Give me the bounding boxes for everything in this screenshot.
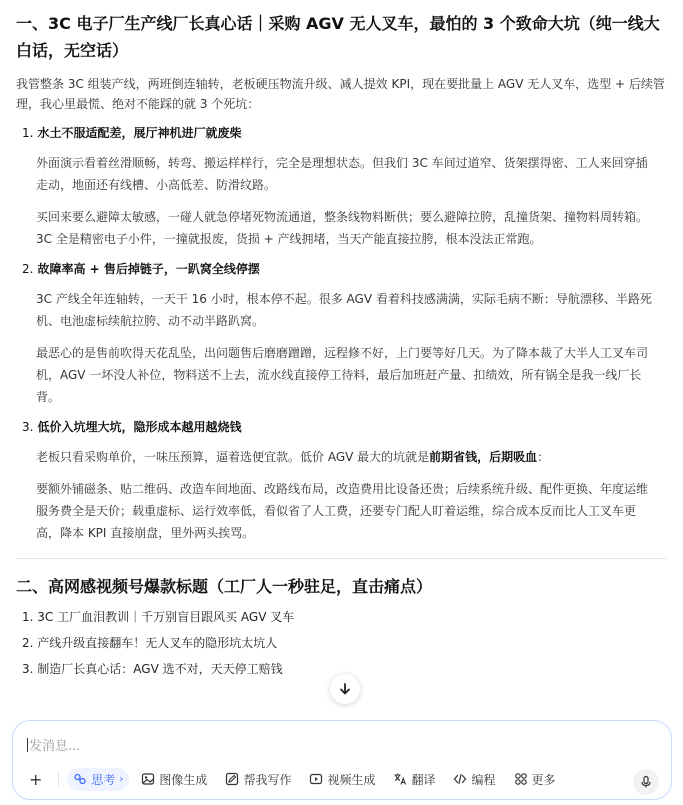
section2-heading: 二、高网感视频号爆款标题（工厂人一秒驻足，直击痛点）: [16, 577, 433, 596]
tool-label: 帮我写作: [243, 772, 292, 787]
more-tools-button[interactable]: [508, 768, 562, 791]
paragraph-text: ：: [537, 450, 550, 464]
issue-heading: [16, 260, 667, 278]
list-item-text: 3C 工厂血泪教训｜千万别盲目跟风买 AGV 叉车: [37, 610, 295, 624]
toolbar-divider: [58, 772, 59, 786]
message-composer: [12, 720, 672, 800]
grid-icon: [514, 772, 528, 786]
text-caret: [27, 738, 28, 752]
write-assist-button[interactable]: [219, 768, 297, 791]
title-list: [16, 607, 667, 679]
code-button[interactable]: [447, 768, 501, 791]
arrow-down-icon: [338, 682, 352, 696]
write-icon: [225, 772, 239, 786]
issue-item: [16, 418, 667, 544]
list-number: 2.: [22, 262, 34, 276]
issue-paragraph: 3C 产线全年连轴转，一天干 16 小时，根本停不起。很多 AGV 看着科技感满满，实际毛病不断：导航漂移、半路死机、电池虚标续航拉胯、动不动半路趴窝。: [36, 292, 652, 328]
article-title: 一、3C 电子厂生产线厂长真心话｜采购 AGV 无人叉车，最怕的 3 个致命大坑（纯一线大白话，无空话）: [16, 14, 660, 60]
tool-label: 编程: [471, 772, 496, 787]
translate-icon: [393, 772, 407, 786]
list-number: 3.: [22, 662, 34, 676]
list-number: 3.: [22, 420, 34, 434]
message-input[interactable]: [27, 735, 80, 754]
issue-heading: [16, 418, 667, 436]
issue-item: [16, 124, 667, 250]
list-number: 1.: [22, 610, 34, 624]
article-intro: 我管整条 3C 组装产线，两班倒连轴转，老板硬压物流升级、减人提效 KPI，现在要批量上 AGV 无人叉车，选型 + 后续管理，我心里最慌、绝对不能踩的就 3 个死坑：: [16, 77, 665, 111]
list-item-text: 制造厂长真心话：AGV 选不对，天天停工赔钱: [37, 662, 283, 676]
list-item: [16, 607, 667, 627]
video-generation-button[interactable]: [303, 768, 381, 791]
tool-label: 更多: [531, 772, 556, 787]
issue-heading-text: 故障率高 + 售后掉链子，一趴窝全线停摆: [37, 262, 260, 276]
list-number: 2.: [22, 636, 34, 650]
composer-toolbar: [23, 767, 562, 791]
bold-phrase: 前期省钱，后期吸血: [429, 450, 538, 464]
translate-button[interactable]: [387, 768, 441, 791]
scroll-to-bottom-button[interactable]: [330, 674, 360, 704]
image-icon: [141, 772, 155, 786]
issue-paragraph: 外面演示看着丝滑顺畅，转弯、搬运样样行，完全是理想状态。但我们 3C 车间过道窄、货架摆得密、工人来回穿插走动，地面还有线槽、小高低差、防滑纹路。: [36, 156, 648, 192]
list-item-text: 产线升级直接翻车！无人叉车的隐形坑太坑人: [37, 636, 278, 650]
issue-paragraph: 买回来要么避障太敏感，一碰人就急停堵死物流通道，整条线物料断供；要么避障拉胯，乱撞货架、撞物料周转箱。3C 全是精密电子小件，一撞就报废，货损 + 产线拥堵，当天产能直接拉胯，根本没法正常跑。: [36, 210, 649, 246]
issue-item: [16, 260, 667, 408]
add-attachment-button[interactable]: +: [29, 769, 43, 789]
issue-heading-text: 水土不服适配差，展厅神机进厂就废柴: [37, 126, 242, 140]
voice-input-button[interactable]: [633, 769, 659, 795]
paragraph-text: 老板只看采购单价，一味压预算，逼着选便宜款。低价 AGV 最大的坑就是: [36, 450, 430, 464]
video-icon: [309, 772, 323, 786]
list-item: [16, 633, 667, 653]
microphone-icon: [639, 775, 653, 789]
chevron-right-icon: ›: [119, 773, 124, 785]
code-icon: [453, 772, 467, 786]
issue-list: [16, 124, 667, 544]
think-icon: [73, 772, 87, 786]
issue-heading-text: 低价入坑埋大坑，隐形成本越用越烧钱: [37, 420, 242, 434]
think-toggle-button[interactable]: [67, 768, 129, 791]
image-generation-button[interactable]: [135, 768, 213, 791]
tool-label: 翻译: [411, 772, 436, 787]
tool-label: 思考: [91, 772, 116, 787]
tool-label: 视频生成: [327, 772, 376, 787]
issue-paragraph: 最恶心的是售前吹得天花乱坠，出问题售后磨磨蹭蹭，远程修不好，上门要等好几天。为了降本裁了大半人工叉车司机，AGV 一坏没人补位，物料送不上去，流水线直接停工待料，最后加班赶产量、扣绩效，所有锅全是我一线厂长背。: [36, 346, 649, 404]
section-divider: [16, 558, 667, 559]
message-input-placeholder: 发消息...: [29, 739, 81, 754]
issue-paragraph: 要额外铺磁条、贴二维码、改造车间地面、改路线布局，改造费用比设备还贵；后续系统升级、配件更换、年度运维服务费全是天价；载重虚标、运行效率低，看似省了人工费，还要专门配人盯着运维，综合成本反而比人工叉车更高，降本 KPI 直接崩盘，里外两头挨骂。: [36, 482, 649, 540]
issue-paragraph: [16, 446, 667, 468]
tool-label: 图像生成: [159, 772, 208, 787]
list-number: 1.: [22, 126, 34, 140]
issue-heading: [16, 124, 667, 142]
